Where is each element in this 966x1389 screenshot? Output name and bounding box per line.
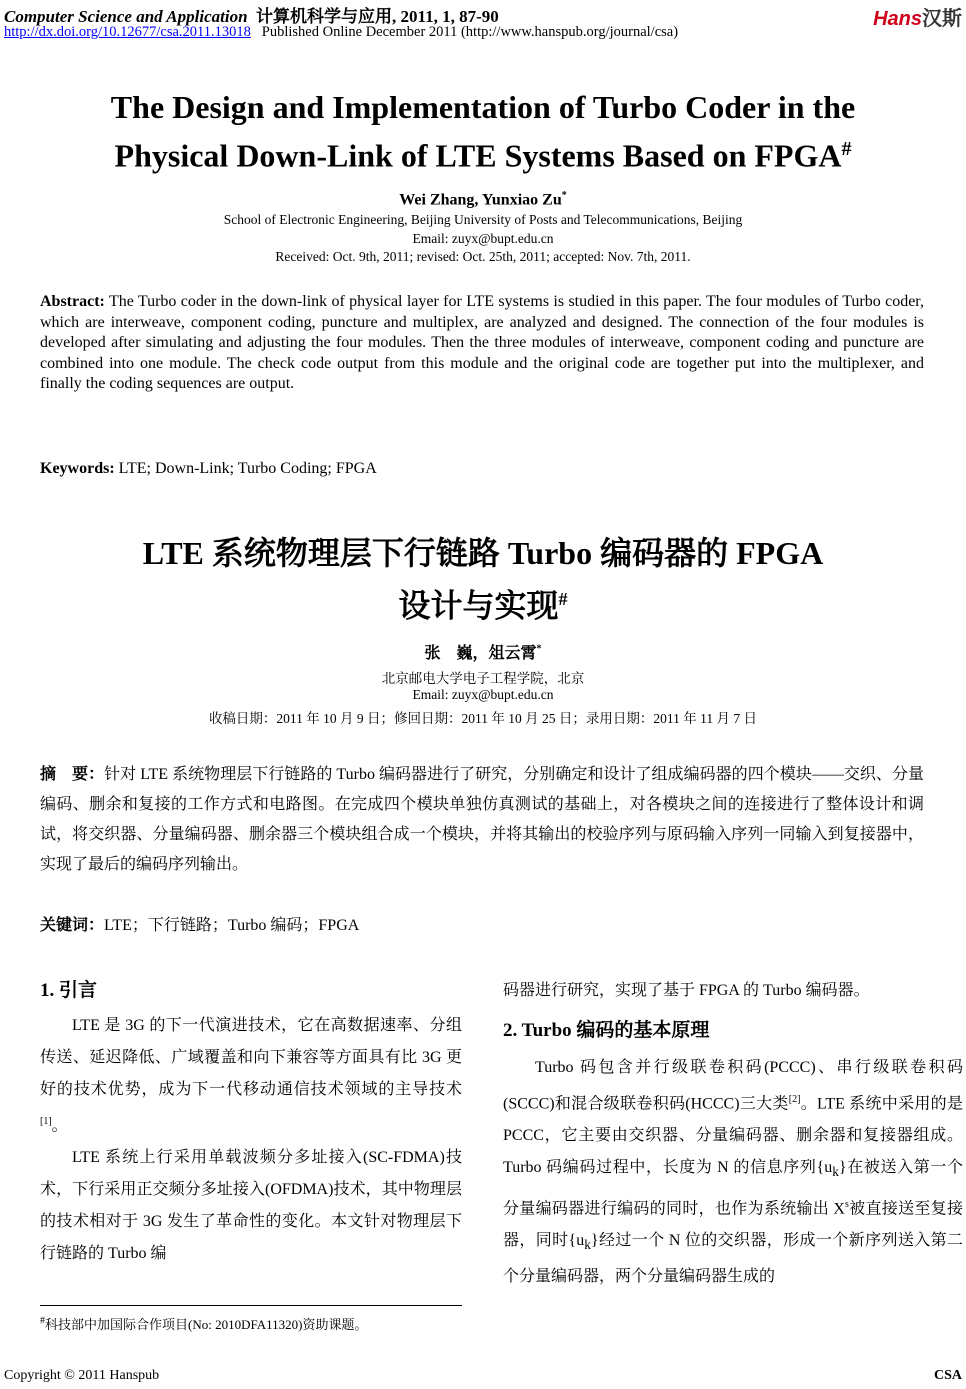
english-keywords: Keywords: LTE; Down-Link; Turbo Coding; FPGA	[40, 460, 377, 477]
doi-line: http://dx.doi.org/10.12677/csa.2011.13018 Published Online December 2011 (http://www.hanspub.org/journal/csa)	[4, 24, 679, 40]
chinese-dates: 收稿日期：2011 年 10 月 9 日；修回日期：2011 年 10 月 25 日；录用日期：2011 年 11 月 7 日	[208, 711, 758, 726]
english-authors: Wei Zhang, Yunxiao Zu*	[399, 190, 567, 209]
chinese-title: LTE 系统物理层下行链路 Turbo 编码器的 FPGA 设计与实现#	[142, 535, 824, 624]
section-2-paragraph: Turbo 码包含并行级联卷积码(PCCC)、串行级联卷积码(SCCC)和混合级联卷积码(HCCC)三大类[2]。LTE 系统中采用的是 PCCC，它主要由交织器、分量编码器、删余器和复接器组成。Turbo 码编码过程中，长度为 N 的信息序列$\{u_k\}$在被送入第一个分量编码器进行编码的同时，也作为系统输出 $X^s$被直接送至复接器，同时$\{u_k\}$经过一个 N 位的交织器，形成一个新序列送入第二个分量编码器，两个分量编码器生成的	[503, 1059, 963, 1286]
chinese-abstract: 摘 要：针对 LTE 系统物理层下行链路的 Turbo 编码器进行了研究，分别确定和设计了组成编码器的四个模块——交织、分量编码、删余和复接的工作方式和电路图。在完成四个模块单独仿真测试的基础上，对各模块之间的连接进行了整体设计和调试，将交织器、分量编码器、删余器三个模块组合成一个模块，并将其输出的校验序列与原码输入序列一同输入到复接器中，实现了最后的编码序列输出。	[40, 766, 924, 873]
section-1-heading: 1. 引言	[40, 980, 98, 1001]
english-email: Email: zuyx@bupt.edu.cn	[412, 231, 554, 246]
section-2-heading: 2. Turbo 编码的基本原理	[503, 1020, 710, 1041]
footnote-divider	[40, 1305, 462, 1306]
chinese-keywords: 关键词：LTE；下行链路；Turbo 编码；FPGA	[40, 917, 360, 934]
chinese-email: Email: zuyx@bupt.edu.cn	[412, 687, 554, 702]
hans-logo: Hans汉斯	[873, 8, 962, 30]
journal-header: Computer Science and Application 计算机科学与应用, 2011, 1, 87-90	[4, 7, 499, 26]
section-1-paragraph-1: LTE 是 3G 的下一代演进技术，它在高数据速率、分组传送、延迟降低、广域覆盖和向下兼容等方面具有比 3G 更好的技术优势，成为下一代移动通信技术领域的主导技术[1]。	[40, 1017, 462, 1135]
copyright: Copyright © 2011 Hanspub	[4, 1368, 160, 1383]
left-column	[40, 975, 462, 1270]
right-column	[503, 975, 963, 1293]
footnote: #科技部中加国际合作项目(No: 2010DFA11320)资助课题。	[40, 1315, 368, 1332]
journal-abbrev: CSA	[933, 1368, 962, 1383]
english-abstract: Abstract: The Turbo coder in the down-link of physical layer for LTE systems is studied in this paper. The four modules of Turbo coder, which are interweave, component coding, puncture and multiplex, are analyzed and designed. The connection of the four modules is developed after simulating and adjusting the four modules. Then the three modules of interweave, component coding and puncture are combined into one module. The check code output from this module and the original code are together put into the multiplexer, and finally the coding sequences are output.	[40, 293, 924, 392]
doi-link[interactable]: http://dx.doi.org/10.12677/csa.2011.13018	[4, 24, 251, 40]
chinese-authors: 张 巍，俎云霄*	[424, 643, 542, 662]
english-affiliation: School of Electronic Engineering, Beijing University of Posts and Telecommunications, Beijing	[223, 212, 743, 227]
section-1-paragraph-2: LTE 系统上行采用单载波频分多址接入(SC-FDMA)技术，下行采用正交频分多址接入(OFDMA)技术，其中物理层的技术相对于 3G 发生了革命性的变化。本文针对物理层下行链路的 Turbo 编	[40, 1149, 462, 1263]
section-1-paragraph-2-continued: 码器进行研究，实现了基于 FPGA 的 Turbo 编码器。	[503, 982, 870, 999]
english-dates: Received: Oct. 9th, 2011; revised: Oct. 25th, 2011; accepted: Nov. 7th, 2011.	[275, 249, 691, 264]
english-title: The Design and Implementation of Turbo Coder in the Physical Down-Link of LTE Systems Based on FPGA#	[110, 89, 856, 174]
chinese-affiliation: 北京邮电大学电子工程学院，北京	[381, 671, 585, 686]
